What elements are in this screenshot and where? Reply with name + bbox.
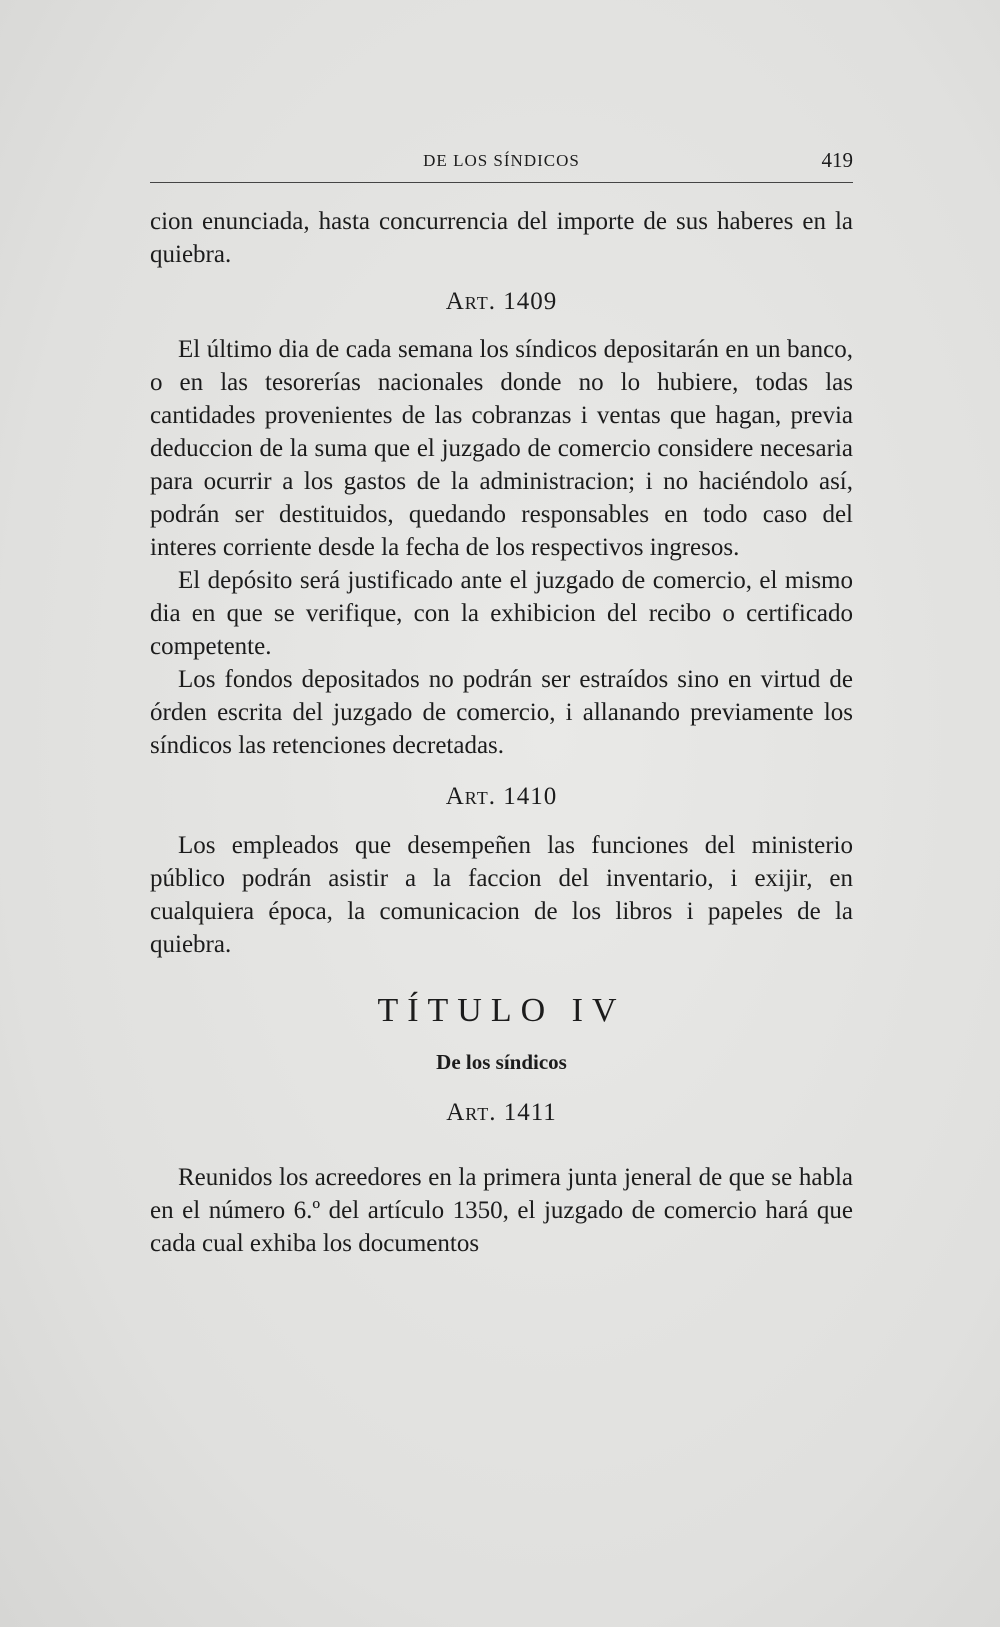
page-number: 419 <box>821 148 853 172</box>
paragraph-1411: Reunidos los acreedores en la primera junta jeneral de que se habla en el número 6.º del artículo 1350, el juzgado de comercio hará que cada cual exhiba los documentos <box>150 1164 853 1257</box>
page-header <box>150 148 853 178</box>
paragraph-1409-a: El último dia de cada semana los síndicos depositarán en un banco, o en las tesorerías nacionales donde no lo hubiere, todas las cantidades provenientes de las cobranzas i ventas que hagan, previa deduccion de la suma que el juzgado de comercio considere necesaria para ocurrir a los gastos de la administracion; i no haciéndolo así, podrán ser destituidos, quedando responsables en todo caso del interes corriente desde la fecha de los respectivos ingresos. <box>150 336 853 561</box>
title-subheading: De los síndicos <box>436 1050 567 1074</box>
paragraph-1409-b: El depósito será justificado ante el juzgado de comercio, el mismo dia en que se verifique, con la exhibicion del recibo o certificado competente. <box>150 567 853 660</box>
paragraph-continuation: cion enunciada, hasta concurrencia del importe de sus haberes en la quiebra. <box>150 208 853 268</box>
running-head: DE LOS SÍNDICOS <box>423 151 580 170</box>
article-heading-1409: Art. 1409 <box>445 288 558 315</box>
article-heading-1410: Art. 1410 <box>445 783 558 810</box>
title-heading: TÍTULO IV <box>377 992 626 1029</box>
paragraph-1409-c: Los fondos depositados no podrán ser estraídos sino en virtud de órden escrita del juzgado de comercio, i allanando previamente los síndicos las retenciones decretadas. <box>150 666 853 759</box>
paragraph-1410: Los empleados que desempeñen las funciones del ministerio público podrán asistir a la faccion del inventario, i exijir, en cualquiera época, la comunicacion de los libros i papeles de la quiebra. <box>150 832 853 958</box>
page-body <box>150 205 853 1260</box>
article-heading-1411: Art. 1411 <box>446 1099 557 1126</box>
header-rule <box>150 182 853 183</box>
